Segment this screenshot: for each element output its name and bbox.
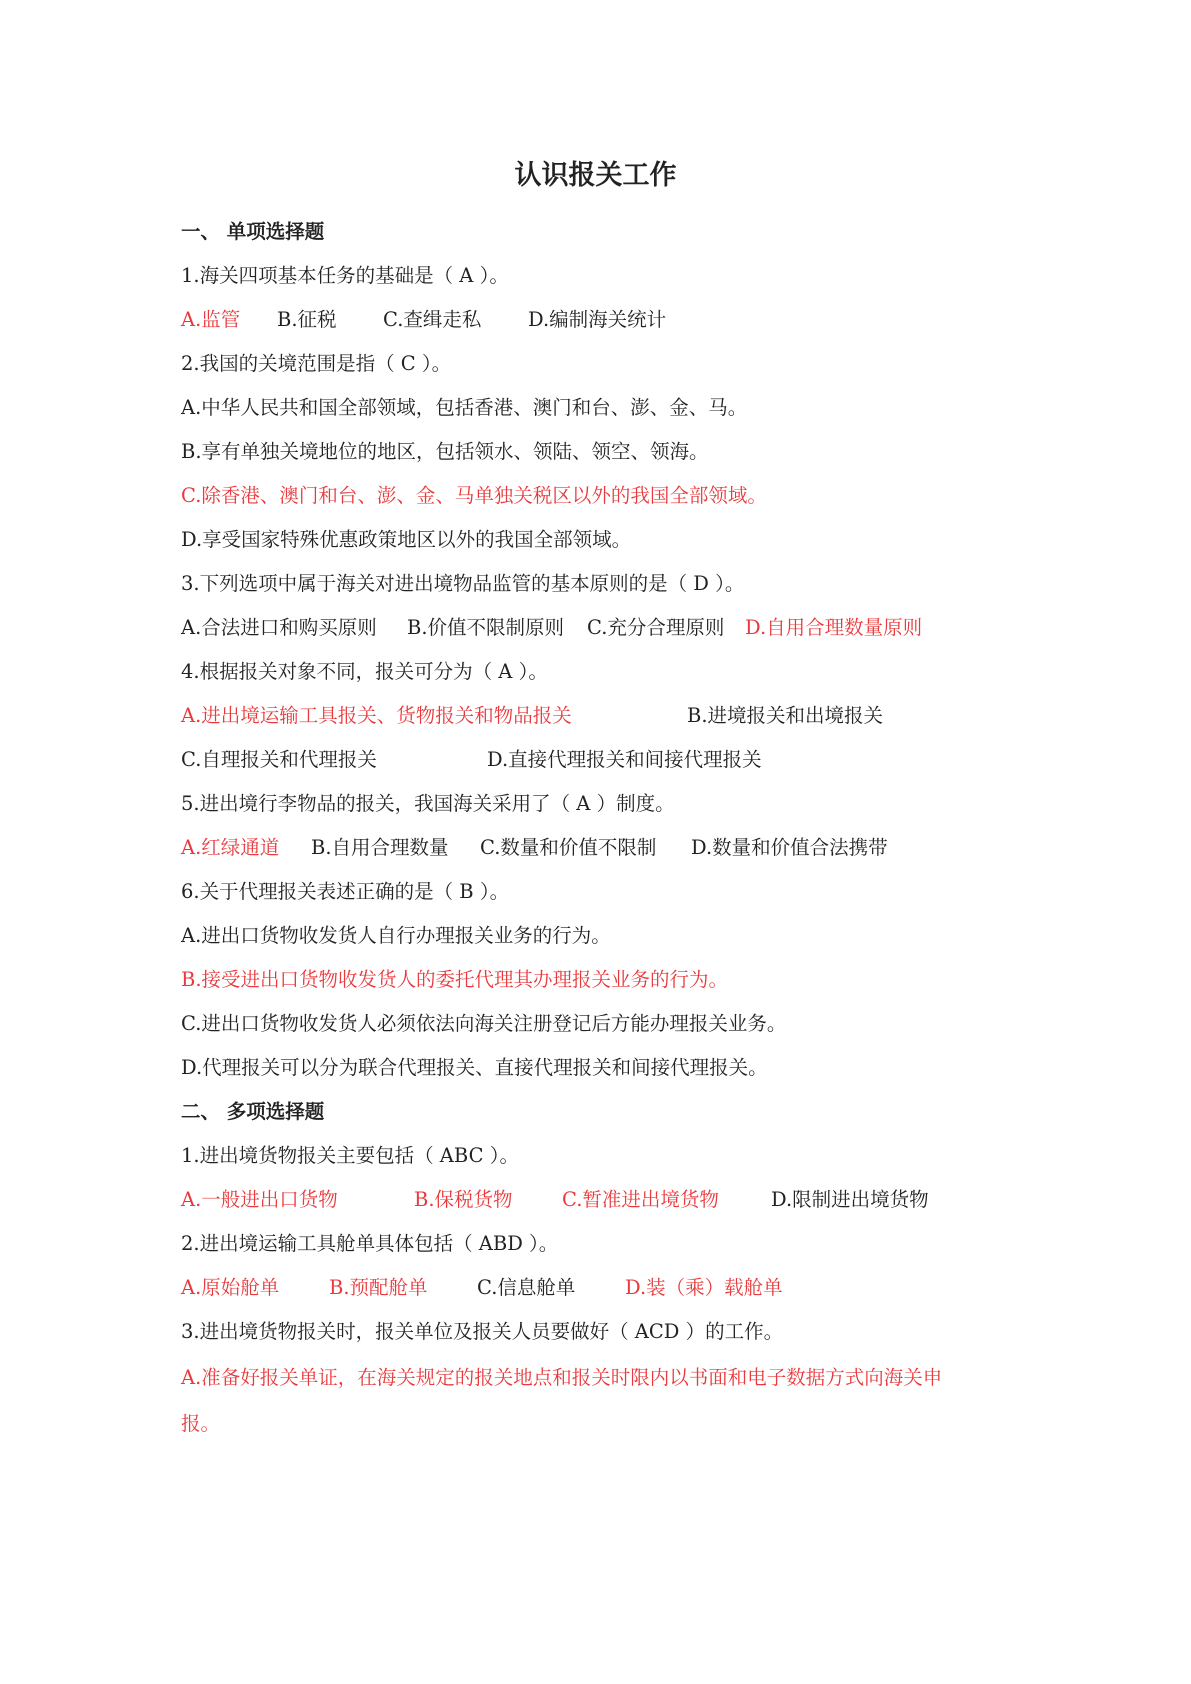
q2-option-c: C.除香港、澳门和台、澎、金、马单独关税区以外的我国全部领域。 xyxy=(181,484,767,507)
q1-option-b: B.征税 xyxy=(277,308,337,331)
q3-option-a: A.合法进口和购买原则 xyxy=(181,616,377,639)
question-4-options-row1 xyxy=(181,702,883,730)
question-1-stem: 1.海关四项基本任务的基础是（ A ）。 xyxy=(181,264,509,287)
q5-option-d: D.数量和价值合法携带 xyxy=(691,836,888,859)
question-1-options xyxy=(181,306,666,334)
multi-question-2-stem: 2.进出境运输工具舱单具体包括（ ABD ）。 xyxy=(181,1232,559,1255)
q6-option-d: D.代理报关可以分为联合代理报关、直接代理报关和间接代理报关。 xyxy=(181,1056,768,1079)
q6-option-a: A.进出口货物收发货人自行办理报关业务的行为。 xyxy=(181,924,611,947)
m3-option-a-line2: 报。 xyxy=(181,1412,221,1435)
question-4-options-row2 xyxy=(181,746,762,774)
q2-option-b: B.享有单独关境地位的地区，包括领水、领陆、领空、领海。 xyxy=(181,440,709,463)
q1-option-d: D.编制海关统计 xyxy=(528,308,667,331)
q1-option-c: C.查缉走私 xyxy=(383,308,482,331)
q5-option-a: A.红绿通道 xyxy=(181,836,280,859)
q5-option-c: C.数量和价值不限制 xyxy=(480,836,657,859)
q3-option-d: D.自用合理数量原则 xyxy=(745,616,923,639)
m2-option-d: D.装（乘）载舱单 xyxy=(625,1276,783,1299)
question-2-stem: 2.我国的关境范围是指（ C ）。 xyxy=(181,352,452,375)
question-3-options xyxy=(181,614,922,642)
multi-question-1-options xyxy=(181,1186,929,1214)
q2-option-d: D.享受国家特殊优惠政策地区以外的我国全部领域。 xyxy=(181,528,632,551)
q4-option-b: B.进境报关和出境报关 xyxy=(687,704,884,727)
q4-option-a: A.进出境运输工具报关、货物报关和物品报关 xyxy=(181,704,572,727)
question-4-stem: 4.根据报关对象不同，报关可分为（ A ）。 xyxy=(181,660,548,683)
m2-option-a: A.原始舱单 xyxy=(181,1276,280,1299)
q4-option-c: C.自理报关和代理报关 xyxy=(181,748,377,771)
q3-option-c: C.充分合理原则 xyxy=(587,616,725,639)
q3-option-b: B.价值不限制原则 xyxy=(407,616,565,639)
question-5-stem: 5.进出境行李物品的报关，我国海关采用了（ A ）制度。 xyxy=(181,792,675,815)
question-5-options xyxy=(181,834,888,862)
m1-option-a: A.一般进出口货物 xyxy=(181,1188,338,1211)
m1-option-d: D.限制进出境货物 xyxy=(771,1188,929,1211)
question-6-stem: 6.关于代理报关表述正确的是（ B ）。 xyxy=(181,880,510,903)
multi-question-3-stem: 3.进出境货物报关时，报关单位及报关人员要做好（ ACD ）的工作。 xyxy=(181,1320,784,1343)
m1-option-c: C.暂准进出境货物 xyxy=(562,1188,719,1211)
m3-option-a-line1: A.准备好报关单证，在海关规定的报关地点和报关时限内以书面和电子数据方式向海关申 xyxy=(181,1366,943,1389)
m2-option-c: C.信息舱单 xyxy=(477,1276,576,1299)
q1-option-a: A.监管 xyxy=(181,308,241,331)
q6-option-c: C.进出口货物收发货人必须依法向海关注册登记后方能办理报关业务。 xyxy=(181,1012,787,1035)
multi-question-2-options xyxy=(181,1274,783,1302)
q2-option-a: A.中华人民共和国全部领域，包括香港、澳门和台、澎、金、马。 xyxy=(181,396,748,419)
document-title: 认识报关工作 xyxy=(514,160,677,191)
m1-option-b: B.保税货物 xyxy=(414,1188,513,1211)
m2-option-b: B.预配舱单 xyxy=(329,1276,428,1299)
question-3-stem: 3.下列选项中属于海关对进出境物品监管的基本原则的是（ D ）。 xyxy=(181,572,745,595)
q4-option-d: D.直接代理报关和间接代理报关 xyxy=(487,748,762,771)
multi-question-1-stem: 1.进出境货物报关主要包括（ ABC ）。 xyxy=(181,1144,519,1167)
section-heading-single-choice: 一、 单项选择题 xyxy=(181,220,325,243)
q6-option-b: B.接受进出口货物收发货人的委托代理其办理报关业务的行为。 xyxy=(181,968,729,991)
q5-option-b: B.自用合理数量 xyxy=(311,836,449,859)
section-heading-multiple-choice: 二、 多项选择题 xyxy=(181,1100,325,1123)
